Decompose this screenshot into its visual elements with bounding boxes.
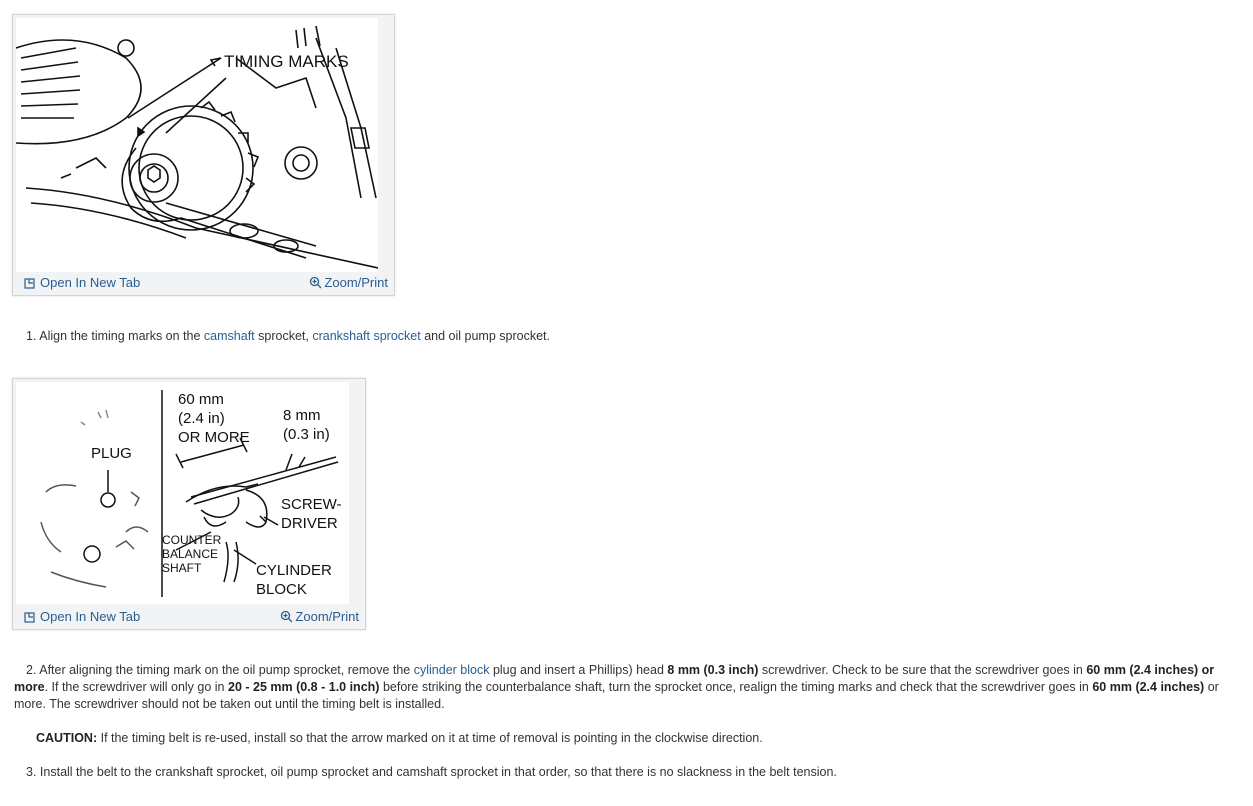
step-3 [26,764,1239,781]
zoom-in-icon [309,276,322,289]
caution-label: CAUTION: [36,731,98,745]
timing-marks-drawing [16,18,378,272]
step-3-text: Install the belt to the crankshaft sprocket, oil pump sprocket and camshaft sprocket in that order, so that there is no slackness in the belt tension. [39,765,837,779]
step-1-text: Align the timing marks on the [39,329,201,343]
step-2-text: . If the screwdriver will only go in [44,680,225,694]
open-in-new-tab-link[interactable] [24,275,140,290]
step-2-text: plug and insert a Phillips) head [492,663,664,677]
label-60mm: 60 mm [178,391,224,408]
open-in-new-tab-label: Open In New Tab [40,609,141,624]
timing-marks-illustration[interactable] [16,18,378,272]
figure-footer [13,269,394,295]
crankshaft-sprocket-link[interactable]: crankshaft sprocket [312,329,421,343]
label-8mm: 8 mm [283,407,321,424]
step-1 [26,328,1239,345]
step-2-number: 2. [26,663,37,677]
step-2-bold: 60 mm (2.4 inches) or more [14,663,1215,694]
step-2-text: or more. The screwdriver should not be taken out until the timing belt is installed. [14,680,1219,711]
cylinder-block-link[interactable]: cylinder block [413,663,490,677]
step-2-bold: 60 mm (2.4 inches) [1092,680,1205,694]
zoom-print-label: Zoom/Print [295,609,359,624]
label-plug: PLUG [91,445,132,462]
step-2-text: After aligning the timing mark on the oil pump sprocket, remove the [39,663,411,677]
zoom-print-label: Zoom/Print [324,275,388,290]
label-cylinder: CYLINDER [256,562,332,579]
step-2 [14,662,1239,713]
figure-timing-marks [12,14,395,296]
label-balance: BALANCE [162,547,219,561]
caution-text: If the timing belt is re-used, install so that the arrow marked on it at time of removal is pointing in the clockwise direction. [100,731,763,745]
label-counter: COUNTER [162,533,222,547]
step-1-text: sprocket, [258,329,309,343]
step-2-text: before striking the counterbalance shaft, turn the sprocket once, realign the timing marks and check that the screwdriver goes in [382,680,1089,694]
label-block: BLOCK [256,581,307,598]
step-3-number: 3. [26,765,37,779]
label-shaft: SHAFT [162,561,202,575]
open-in-new-tab-label: Open In New Tab [40,275,141,290]
figure-footer [13,603,365,629]
step-2-text: screwdriver. Check to be sure that the screwdriver goes in [761,663,1083,677]
step-2-bold: 20 - 25 mm (0.8 - 1.0 inch) [228,680,380,694]
open-new-tab-icon [24,611,36,623]
step-1-number: 1. [26,329,37,343]
label-0-3in: (0.3 in) [283,426,330,443]
step-1-text: and oil pump sprocket. [424,329,550,343]
screwdriver-illustration[interactable] [16,382,349,604]
screwdriver-drawing [16,382,349,604]
step-2-bold: 8 mm (0.3 inch) [667,663,759,677]
caution-note [36,730,1239,747]
zoom-in-icon [280,610,293,623]
label-2-4in: (2.4 in) [178,410,225,427]
open-in-new-tab-link[interactable] [24,609,140,624]
label-screw: SCREW- [281,496,342,513]
open-new-tab-icon [24,277,36,289]
zoom-print-link[interactable] [280,609,359,624]
label-driver: DRIVER [281,515,338,532]
label-or-more: OR MORE [178,429,250,446]
figure-screwdriver [12,378,366,630]
zoom-print-link[interactable] [309,275,388,290]
camshaft-link[interactable]: camshaft [203,329,255,343]
timing-marks-label: TIMING MARKS [224,52,349,71]
